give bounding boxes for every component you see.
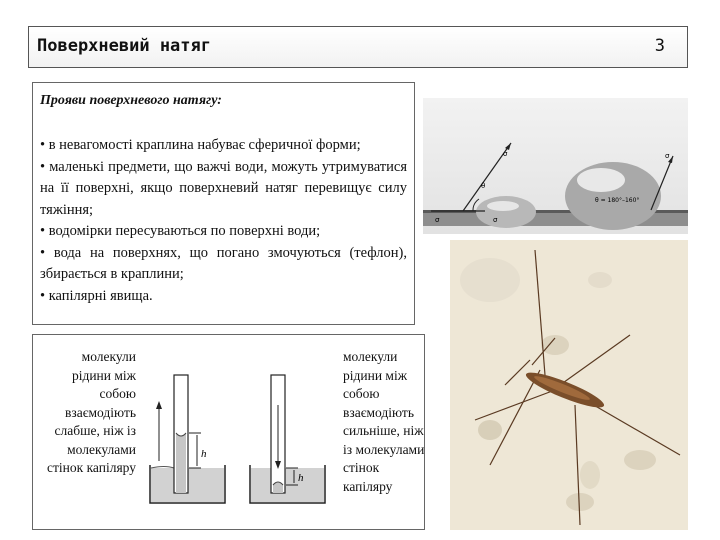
angle-value: θ = 180°–160° (595, 197, 640, 204)
left-capillary-caption: молекули рідини між собою взаємодіють слабше, ніж із молекулами стінок капіляру (47, 349, 136, 475)
manifestations-box (32, 82, 415, 325)
page-title: Поверхневий натяг (37, 36, 211, 56)
sigma-label: σ (503, 150, 508, 158)
sigma-label: σ (493, 216, 498, 224)
small-drop (476, 196, 536, 228)
title-bar (28, 26, 688, 68)
water-strider-illustration (450, 240, 688, 530)
manifestations-heading: Прояви поверхневого натягу: (40, 93, 222, 108)
bullet-item: • в невагомості краплина набуває сферичної форми; (40, 137, 361, 153)
non-wetting-capillary (250, 375, 325, 503)
page-number: 3 (654, 36, 665, 56)
height-label: h (298, 472, 304, 484)
bullet-item: • вода на поверхнях, що погано змочуються (тефлон), збирається в краплини; (40, 244, 407, 282)
right-capillary-caption: молекули рідини між собою взаємодіють сильніше, ніж із молекулами стінок капіляру (343, 349, 425, 494)
capillary-diagram (145, 365, 335, 505)
theta-label: θ (481, 182, 486, 190)
bullet-item: • капілярні явища. (40, 287, 153, 304)
sigma-label: σ (435, 216, 440, 224)
water-strider-photo (450, 240, 688, 530)
bullet-item: • водомірки пересуваються по поверхні води; (40, 223, 321, 239)
bullet-item: • маленькі предмети, що важчі води, можуть утримуватися на її поверхні, якщо поверхневий натяг перевищує силу тяжіння; (40, 158, 407, 218)
height-label: h (201, 448, 207, 460)
sigma-label: σ (665, 152, 670, 160)
drop-contact-angle-illustration (423, 98, 688, 234)
drop-contact-angle-photo (423, 98, 688, 234)
wetting-capillary (150, 375, 225, 503)
capillary-box (32, 334, 425, 530)
